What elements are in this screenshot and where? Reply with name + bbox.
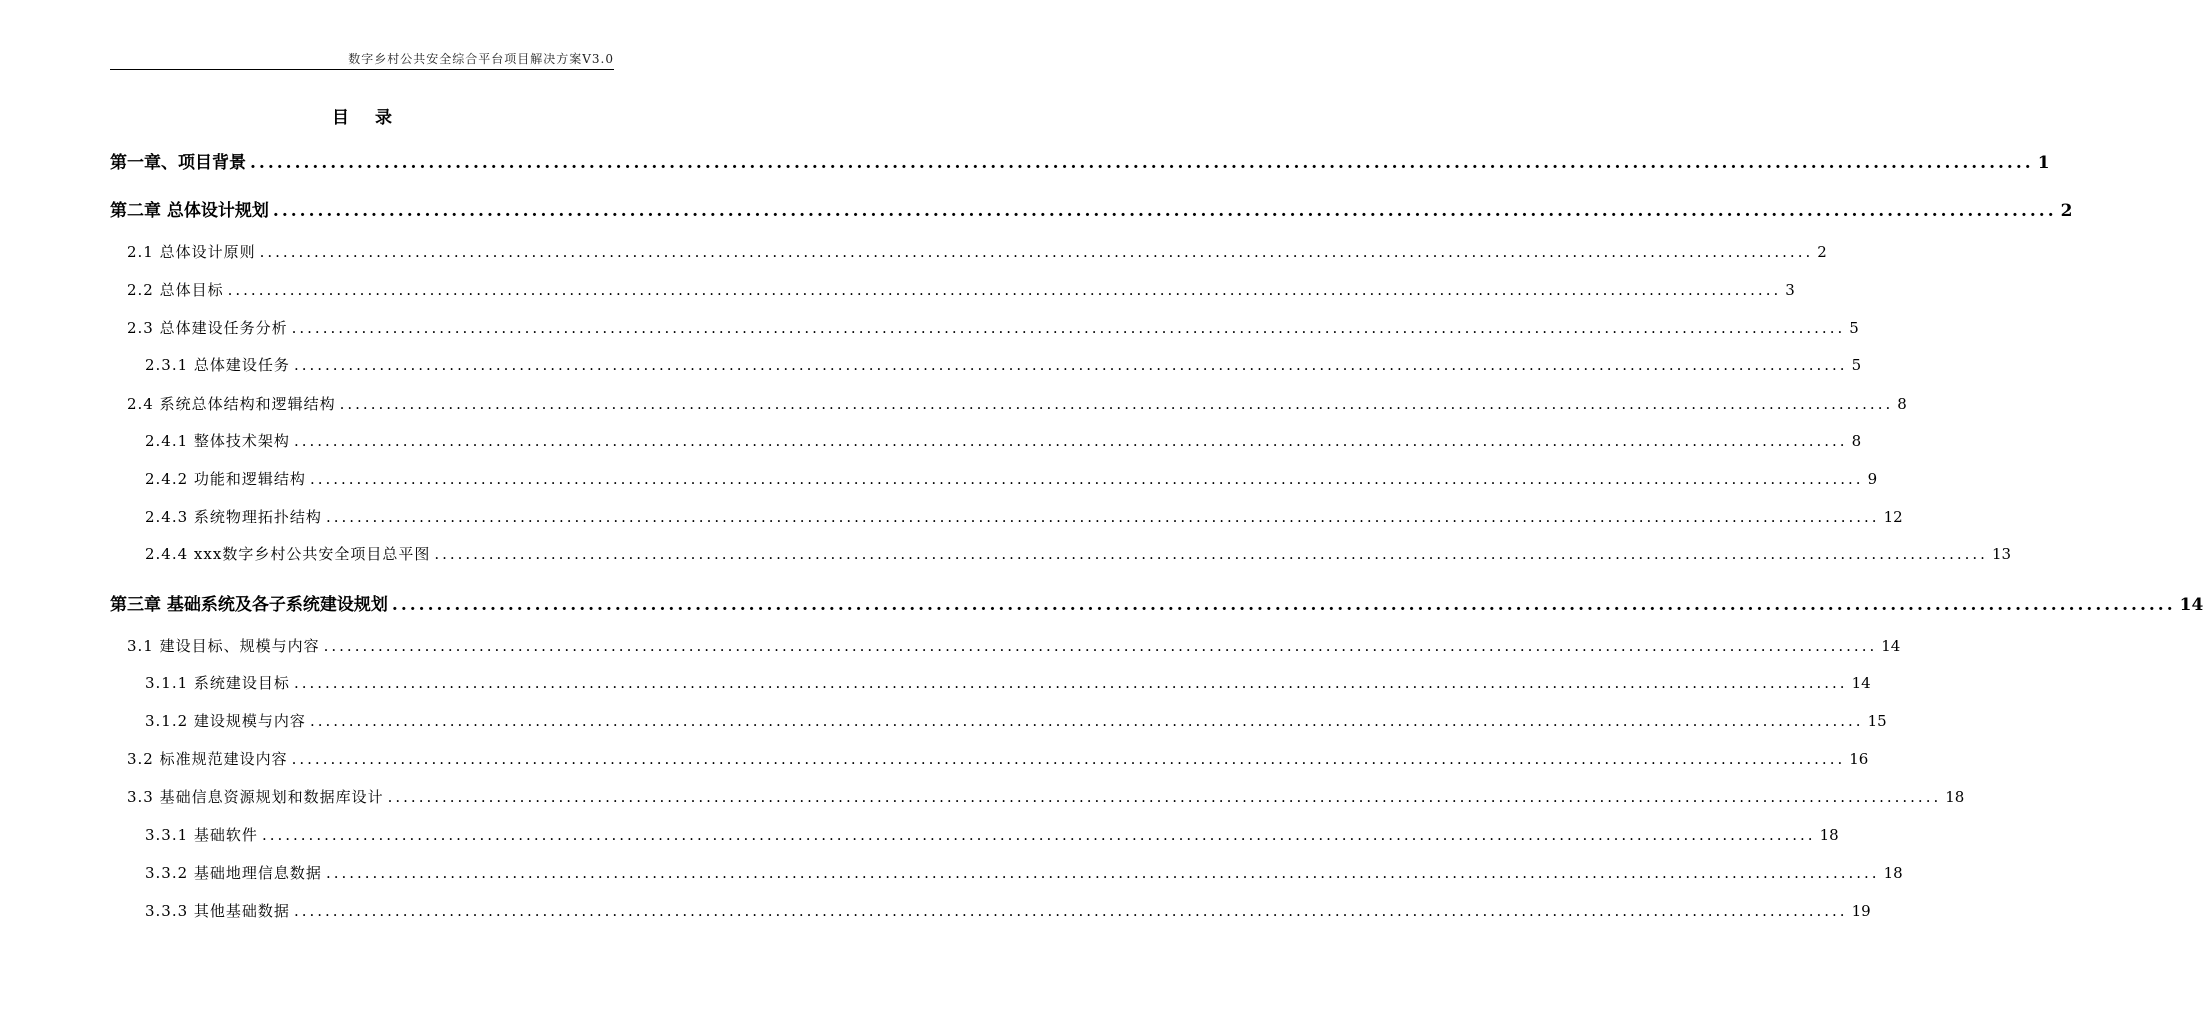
toc-entry-label: 2.4.3 系统物理拓扑结构 (145, 508, 322, 526)
toc-leader-dots: ........................................................................................................................................................................................................ (291, 750, 1846, 768)
running-header: 数字乡村公共安全综合平台项目解决方案V3.0 (348, 52, 614, 66)
toc-entry[interactable] (145, 862, 1903, 883)
toc-entry-label: 2.2 总体目标 (127, 281, 224, 299)
toc-entry-page: 1 (2037, 153, 2050, 173)
toc-entry-page: 3 (1785, 281, 1795, 299)
toc-entry-label: 2.4.1 整体技术架构 (145, 432, 290, 450)
toc-entry-page: 12 (1883, 508, 1903, 526)
toc-entry-label: 第二章 总体设计规划 (110, 201, 269, 221)
toc-leader-dots: ........................................................................................................................................................................................................ (227, 281, 1782, 299)
toc-entry-page: 16 (1849, 750, 1869, 768)
toc-leader-dots: ........................................................................................................................................................................................................ (293, 432, 1848, 450)
toc-leader-dots: ........................................................................................................................................................................................................ (391, 595, 2176, 615)
toc-entry-page: 5 (1851, 356, 1862, 374)
toc-entry[interactable] (145, 672, 1871, 693)
toc-entry-page: 2 (1817, 243, 1827, 261)
toc-entry[interactable] (145, 710, 1887, 731)
toc-leader-dots: ........................................................................................................................................................................................................ (261, 826, 1816, 844)
toc-entry-page: 14 (1851, 674, 1871, 692)
toc-entry-label: 2.3 总体建设任务分析 (127, 319, 288, 337)
toc-entry-label: 2.4 系统总体结构和逻辑结构 (127, 395, 336, 413)
toc-entry[interactable] (110, 590, 2203, 615)
toc-leader-dots: ........................................................................................................................................................................................................ (259, 243, 1814, 261)
toc-entry[interactable] (145, 506, 1903, 527)
toc-entry-label: 第一章、项目背景 (110, 153, 246, 173)
toc-leader-dots: ........................................................................................................................................................................................................ (291, 319, 1846, 337)
toc-leader-dots: ........................................................................................................................................................................................................ (293, 902, 1848, 920)
toc-entry-label: 3.1 建设目标、规模与内容 (127, 637, 320, 655)
toc-entry-label: 第三章 基础系统及各子系统建设规划 (110, 595, 388, 615)
toc-leader-dots: ........................................................................................................................................................................................................ (272, 201, 2057, 221)
toc-leader-dots: ........................................................................................................................................................................................................ (293, 356, 1848, 374)
toc-entry-page: 8 (1897, 395, 1907, 413)
toc-entry-page: 13 (1991, 545, 2012, 563)
toc-entry[interactable] (110, 148, 2050, 173)
toc-leader-dots: ........................................................................................................................................................................................................ (293, 674, 1848, 692)
toc-entry-label: 2.4.2 功能和逻辑结构 (145, 470, 306, 488)
toc-entry[interactable] (127, 748, 1869, 769)
header-divider (110, 69, 614, 70)
toc-leader-dots: ........................................................................................................................................................................................................ (309, 712, 1864, 730)
toc-entry[interactable] (145, 430, 1862, 451)
toc-leader-dots: ........................................................................................................................................................................................................ (323, 637, 1878, 655)
toc-entry-label: 3.3.1 基础软件 (145, 826, 258, 844)
toc-entry-page: 18 (1945, 788, 1965, 806)
toc-entry-label: 3.1.2 建设规模与内容 (145, 712, 306, 730)
toc-entry[interactable] (145, 900, 1871, 921)
toc-leader-dots: ........................................................................................................................................................................................................ (309, 470, 1864, 488)
toc-entry-label: 3.1.1 系统建设目标 (145, 674, 290, 692)
toc-entry-page: 8 (1851, 432, 1862, 450)
toc-entry-label: 2.4.4 xxx数字乡村公共安全项目总平图 (145, 545, 431, 563)
toc-entry-label: 3.2 标准规范建设内容 (127, 750, 288, 768)
toc-leader-dots: ........................................................................................................................................................................................................ (325, 508, 1880, 526)
toc-entry[interactable] (127, 317, 1859, 338)
toc-title: 目录 (332, 108, 418, 128)
toc-entry-page: 9 (1867, 470, 1878, 488)
toc-leader-dots: ........................................................................................................................................................................................................ (387, 788, 1942, 806)
toc-leader-dots: ........................................................................................................................................................................................................ (250, 153, 2034, 173)
toc-entry[interactable] (127, 635, 1901, 656)
toc-leader-dots: ........................................................................................................................................................................................................ (325, 864, 1880, 882)
toc-entry-label: 3.3.3 其他基础数据 (145, 902, 290, 920)
toc-entry-page: 18 (1819, 826, 1839, 844)
toc-entry-page: 15 (1867, 712, 1887, 730)
toc-entry-page: 14 (2179, 595, 2203, 615)
toc-entry[interactable] (127, 393, 1907, 414)
toc-entry-label: 2.1 总体设计原则 (127, 243, 256, 261)
toc-entry-label: 3.3 基础信息资源规划和数据库设计 (127, 788, 384, 806)
toc-leader-dots: ........................................................................................................................................................................................................ (434, 545, 1988, 563)
toc-entry[interactable] (110, 196, 2073, 221)
toc-entry[interactable] (127, 241, 1827, 262)
toc-entry-page: 14 (1881, 637, 1901, 655)
toc-entry-label: 2.3.1 总体建设任务 (145, 356, 290, 374)
toc-entry[interactable] (145, 824, 1839, 845)
toc-entry-page: 18 (1883, 864, 1903, 882)
toc-entry-page: 19 (1851, 902, 1871, 920)
toc-entry-page: 5 (1849, 319, 1859, 337)
toc-entry[interactable] (127, 786, 1965, 807)
toc-leader-dots: ........................................................................................................................................................................................................ (339, 395, 1894, 413)
toc-entry-page: 2 (2060, 201, 2073, 221)
toc-entry[interactable] (145, 543, 2012, 564)
toc-entry[interactable] (127, 279, 1795, 300)
toc-entry[interactable] (145, 468, 1878, 489)
toc-entry-label: 3.3.2 基础地理信息数据 (145, 864, 322, 882)
toc-entry[interactable] (145, 354, 1862, 375)
